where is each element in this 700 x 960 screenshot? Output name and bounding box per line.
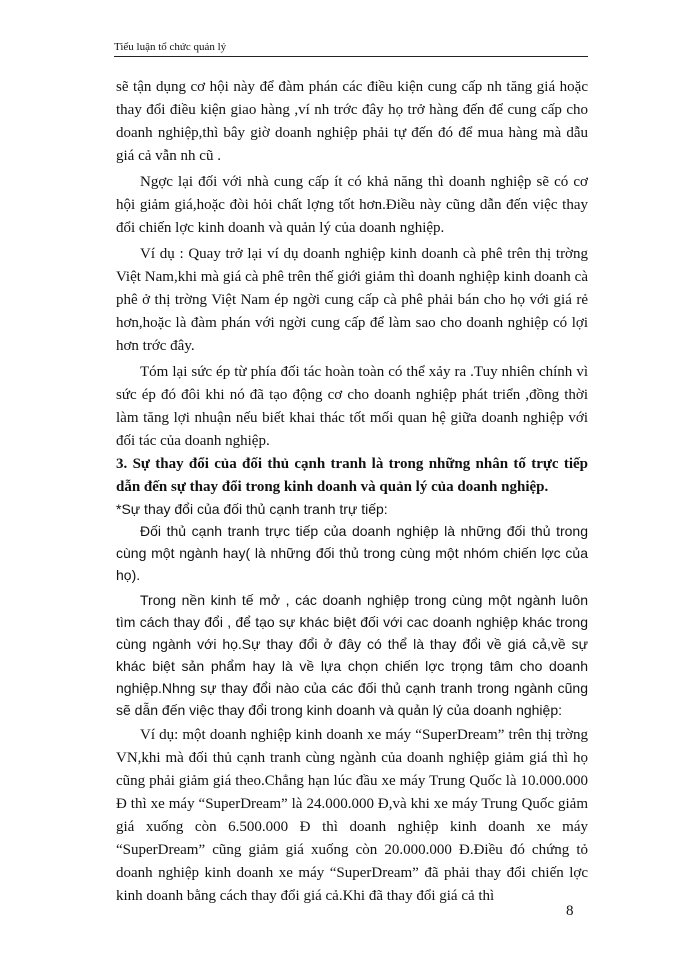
page-header: Tiểu luận tổ chức quản lý — [114, 40, 588, 57]
paragraph-motorbike-example: Ví dụ: một doanh nghiệp kinh doanh xe máy “SuperDream” trên thị trờng VN,khi mà đối thủ cạnh tranh cùng ngành của doanh nghiệp giảm giá thì họ cũng phải giảm giá theo.Chẳng hạn lúc đầu xe máy Trung Quốc là 10.000.000 Đ thì xe máy “SuperDream” là 24.000.000 Đ,và khi xe máy Trung Quốc giảm giá xuống còn 6.500.000 Đ thì doanh nghiệp kinh doanh xe máy “SuperDream” cũng giảm giá xuống còn 20.000.000 Đ.Điều đó chứng tỏ doanh nghiệp kinh doanh xe máy “SuperDream” đã phải thay đổi chiến lợc kinh doanh bằng cách thay đổi giá cả.Khi đã thay đổi giá cả thì — [116, 727, 588, 904]
paragraph-summary: Tóm lại sức ép từ phía đối tác hoàn toàn có thể xảy ra .Tuy nhiên chính vì sức ép đó đôi khi nó đã tạo động cơ cho doanh nghiệp phát triển ,đồng thời làm tăng lợi nhuận nếu biết khai thác tốt mối quan hệ giữa doanh nghiệp với đối tác của doanh nghiệp. — [116, 364, 588, 449]
page-body — [116, 76, 588, 908]
paragraph-definition: Đối thủ cạnh tranh trực tiếp của doanh nghiệp là những đối thủ trong cùng một ngành hay( là những đối thủ trong cùng một nhóm chiến lợc của họ). — [116, 523, 588, 583]
paragraph-continuation: sẽ tận dụng cơ hội này để đàm phán các điều kiện cung cấp nh tăng giá hoặc thay đổi điều kiện giao hàng ,ví nh trớc đây họ trở hàng đến để cung cấp cho doanh nghiệp,thì bây giờ doanh nghiệp phải tự đến đó để mua hàng mà dẫu giá cả vẫn nh cũ . — [116, 79, 588, 164]
paragraph-coffee-example: Ví dụ : Quay trở lại ví dụ doanh nghiệp kinh doanh cà phê trên thị trờng Việt Nam,khi mà giá cà phê trên thế giới giảm thì doanh nghiệp kinh doanh cà phê ở thị trờng Việt Nam ép ngời cung cấp cà phê phải bán cho họ với giá rẻ hơn,hoặc là đàm phán với ngời cung cấp để làm sao cho doanh nghiệp có lợi hơn trớc đây. — [116, 246, 588, 354]
section-3-subheading: *Sự thay đổi của đối thủ cạnh tranh trự tiếp: — [116, 501, 388, 517]
paragraph-weak-supplier: Ngợc lại đối với nhà cung cấp ít có khả năng thì doanh nghiệp sẽ có cơ hội giảm giá,hoặc đòi hỏi chất lợng tốt hơn.Điều này cũng dẫn đến việc thay đổi chiến lợc kinh doanh và quản lý của doanh nghiệp. — [116, 174, 588, 236]
paragraph-open-economy: Trong nền kinh tế mở , các doanh nghiệp trong cùng một ngành luôn tìm cách thay đổi , để tạo sự khác biệt đối với cac doanh nghiệp khác trong cùng ngành với họ.Sự thay đổi ở đây có thể là thay đổi về giá cả,về sự khác biệt sản phẩm hay là về lựa chọn chiến lợc trọng tâm cho doanh nghiệp.Nhng sự thay đổi nào của các đối thủ cạnh tranh trong ngành cũng sẽ dẫn đến việc thay đổi trong kinh doanh và quản lý của doanh nghiệp: — [116, 592, 588, 718]
section-3-heading: 3. Sự thay đổi của đối thủ cạnh tranh là trong những nhân tố trực tiếp dẫn đến sự thay đổi trong kinh doanh và quản lý của doanh nghiệp. — [116, 456, 588, 495]
page-number: 8 — [566, 903, 574, 919]
